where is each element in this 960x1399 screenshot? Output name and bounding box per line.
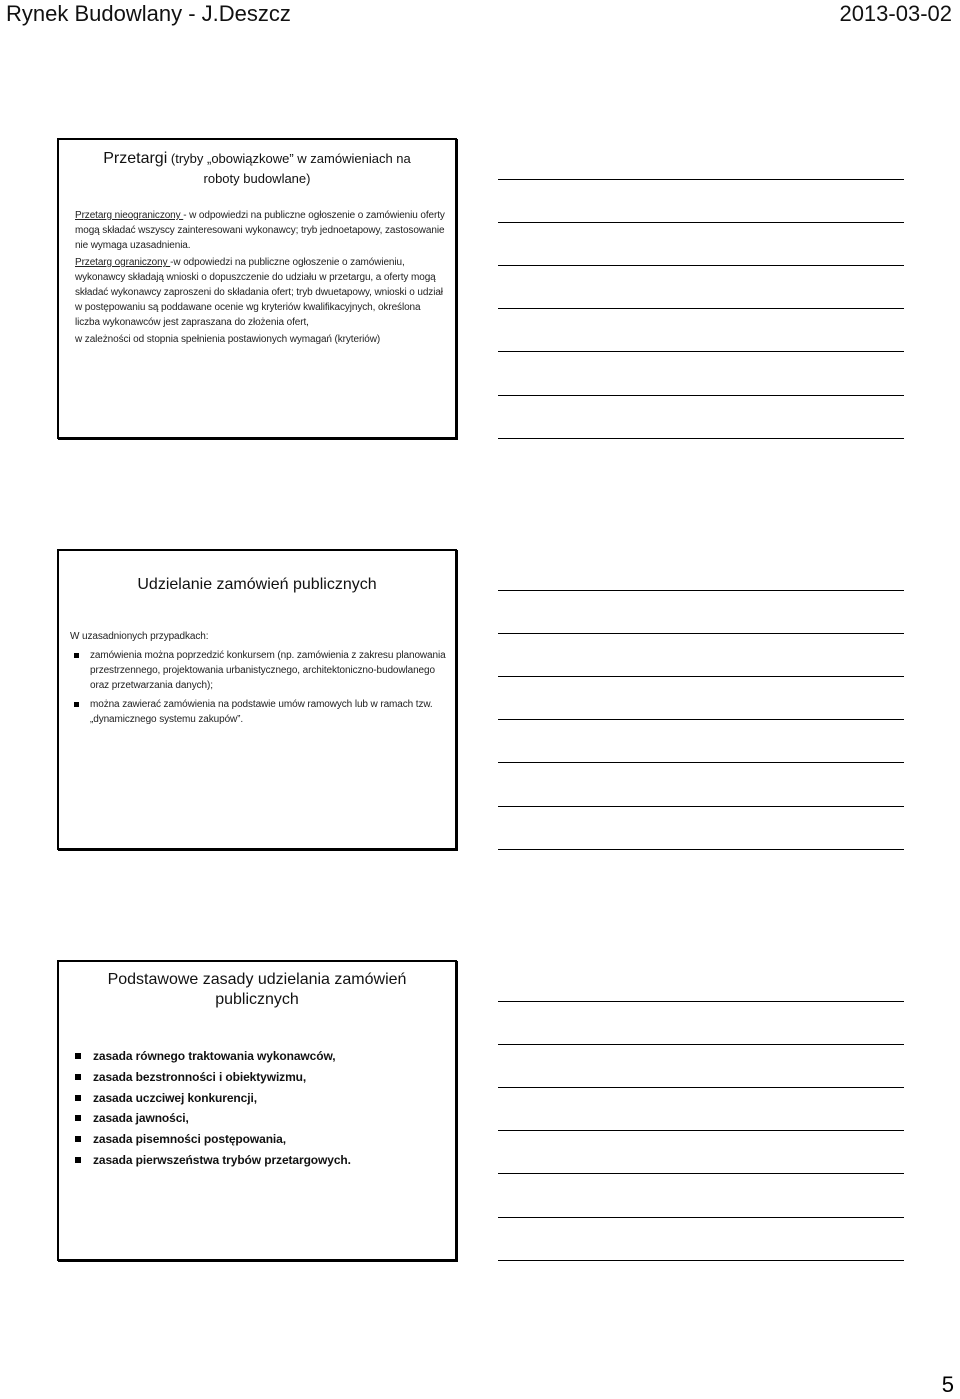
slide-2-list — [70, 648, 447, 727]
list-item: można zawierać zamówienia na podstawie umów ramowych lub w ramach tzw. „dynamicznego systemu zakupów”. — [70, 697, 447, 727]
header-title: Rynek Budowlany - J.Deszcz — [6, 1, 291, 26]
note-line — [498, 1044, 904, 1045]
slide-1-title-rest-1: (tryby „obowiązkowe” w zamówieniach na — [167, 151, 411, 166]
note-line — [498, 179, 904, 180]
paragraph-ograniczony-text: -w odpowiedzi na publiczne ogłoszenie o zamówieniu, wykonawcy składają wnioski o dopuszczenie do udziału w przetargu, a oferty mogą składać wykonawcy zaproszeni do składania ofert; tryb dwuetapowy, wnioski o udział w postępowaniu są poddawane ocenie wg kryteriów kwalifikacyjnych, określona liczba wykonawców jest zapraszana do złożenia ofert, — [75, 257, 443, 328]
slide-3-list — [71, 1046, 447, 1170]
slide-3-title-line-2: publicznych — [215, 991, 299, 1008]
note-line — [498, 633, 904, 634]
list-item: zasada uczciwej konkurencji, — [71, 1088, 447, 1108]
slide-1-title — [63, 149, 451, 189]
note-line — [498, 1260, 904, 1261]
note-line — [498, 438, 904, 439]
list-item: zasada bezstronności i obiektywizmu, — [71, 1067, 447, 1087]
note-line — [498, 1001, 904, 1002]
slide-3 — [57, 960, 457, 1261]
list-item: zamówienia można poprzedzić konkursem (np. zamówienia z zakresu planowania przestrzennego, projektowania urbanistycznego, architektoniczno-budowlanego oraz przetwarzania danych); — [70, 648, 447, 693]
slide-1 — [57, 138, 457, 439]
header-date: 2013-03-02 — [839, 1, 952, 26]
note-line — [498, 762, 904, 763]
slide-1-body — [75, 208, 447, 349]
page-number: 5 — [941, 1372, 954, 1397]
note-line — [498, 590, 904, 591]
list-item: zasada pierwszeństwa trybów przetargowych. — [71, 1150, 447, 1170]
slide-2-title: Udzielanie zamówień publicznych — [137, 576, 377, 593]
note-line — [498, 222, 904, 223]
paragraph-nieograniczony — [75, 208, 447, 253]
note-line — [498, 1087, 904, 1088]
slide-1-title-main: Przetargi — [103, 150, 168, 167]
note-line — [498, 395, 904, 396]
slide-2 — [57, 549, 457, 850]
note-line — [498, 719, 904, 720]
note-line — [498, 265, 904, 266]
paragraph-nieograniczony-text: - w odpowiedzi na publiczne ogłoszenie o zamówieniu oferty mogą składać wszyscy zainteresowani wykonawcy; tryb jednoetapowy, zastosowanie nie wymaga uzasadnienia. — [75, 210, 445, 251]
slide-2-lead: W uzasadnionych przypadkach: — [70, 631, 209, 642]
paragraph-ograniczony — [75, 255, 447, 330]
note-line — [498, 1130, 904, 1131]
note-line — [498, 351, 904, 352]
note-line — [498, 1217, 904, 1218]
term-przetarg-ograniczony: Przetarg ograniczony — [75, 257, 171, 268]
slide-2-body — [70, 629, 447, 731]
paragraph-zaleznosc: w zależności od stopnia spełnienia postawionych wymagań (kryteriów) — [75, 334, 381, 345]
note-line — [498, 676, 904, 677]
slide-1-title-rest-2: roboty budowlane) — [203, 171, 311, 186]
note-line — [498, 806, 904, 807]
slide-3-title-line-1: Podstawowe zasady udzielania zamówień — [107, 971, 407, 988]
list-item: zasada równego traktowania wykonawców, — [71, 1046, 447, 1066]
slide-3-body — [71, 1046, 447, 1171]
list-item: zasada pisemności postępowania, — [71, 1129, 447, 1149]
slide-3-title — [63, 970, 451, 1010]
list-item: zasada jawności, — [71, 1108, 447, 1128]
note-line — [498, 849, 904, 850]
note-line — [498, 1173, 904, 1174]
term-przetarg-nieograniczony: Przetarg nieograniczony — [75, 210, 184, 221]
note-line — [498, 308, 904, 309]
